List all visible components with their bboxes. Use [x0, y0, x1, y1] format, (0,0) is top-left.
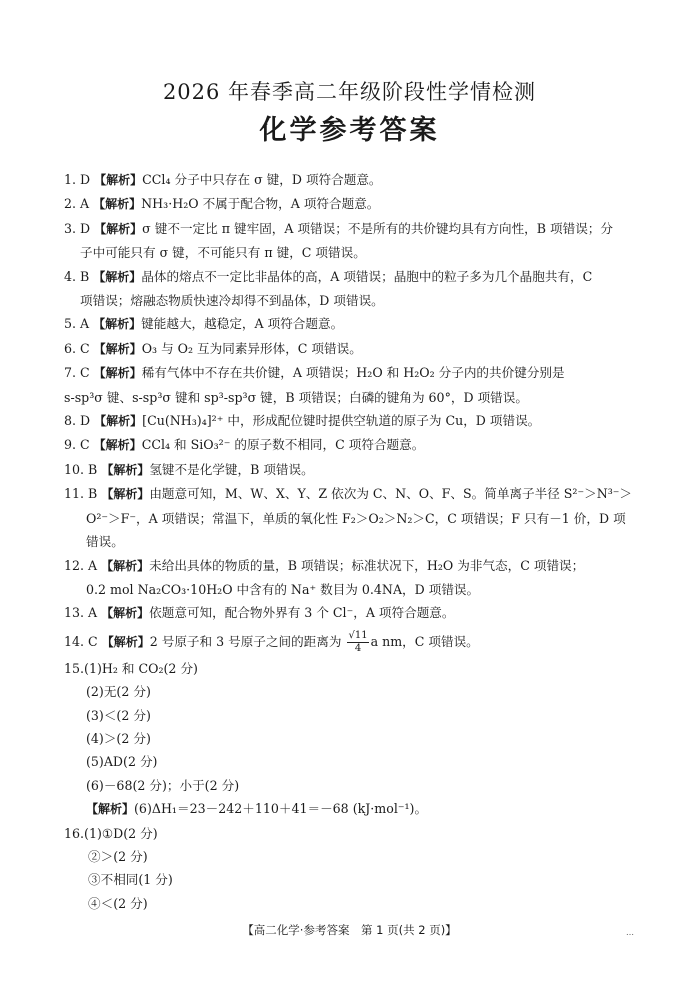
- answer-text: a nm，C 项错误。: [370, 633, 479, 649]
- analysis-tag: 【解析】: [101, 487, 150, 502]
- answer-list: [64, 168, 638, 915]
- answer-part: (5)AD(2 分): [86, 754, 158, 770]
- analysis-tag: 【解析】: [93, 341, 142, 356]
- answer-text: 2 号原子和 3 号原子之间的距离为: [149, 633, 342, 649]
- answer-number: 12. A: [64, 557, 98, 573]
- answer-text-continued: 子中可能只有 σ 键，不可能只有 π 键，C 项错误。: [80, 245, 366, 261]
- answer-text: 键能越大，越稳定，A 项符合题意。: [141, 316, 344, 332]
- answer-text-continued: 错误。: [86, 534, 124, 550]
- analysis-tag: 【解析】: [93, 438, 142, 453]
- answer-6: [64, 337, 638, 361]
- answer-16: [64, 822, 638, 916]
- answer-number: 13. A: [64, 605, 98, 621]
- answer-part: ②＞(2 分): [88, 848, 148, 864]
- answer-part: (4)＞(2 分): [86, 730, 151, 746]
- answer-number: 6. C: [64, 340, 90, 356]
- answer-2: [64, 192, 638, 216]
- answer-11: [64, 482, 638, 553]
- analysis-tag: 【解析】: [93, 366, 142, 381]
- answer-part: ④＜(2 分): [88, 895, 148, 911]
- answer-part: (3)＜(2 分): [86, 707, 151, 723]
- analysis-tag: 【解析】: [101, 606, 150, 621]
- answer-text-continued: 0.2 mol Na₂CO₃·10H₂O 中含有的 Na⁺ 数目为 0.4NA，D 项错误。: [86, 581, 480, 597]
- answer-text: NH₃·H₂O 不属于配合物，A 项符合题意。: [141, 196, 380, 212]
- answer-12: [64, 554, 638, 602]
- page-subtitle: 化学参考答案: [259, 115, 440, 146]
- answer-text: 未给出具体的物质的量，B 项错误；标准状况下，H₂O 为非气态，C 项错误；: [149, 557, 585, 573]
- answer-text-continued: O²⁻＞F⁻，A 项错误；常温下，单质的氧化性 F₂＞O₂＞N₂＞C，C 项错误；F 只有－1 价，D 项: [86, 510, 626, 526]
- answer-text: 由题意可知，M、W、X、Y、Z 依次为 C、N、O、F、S。简单离子半径 S²⁻＞N³⁻＞: [149, 486, 633, 502]
- answer-analysis: [64, 797, 638, 821]
- answer-text: 氢键不是化学键，B 项错误。: [149, 461, 314, 477]
- answer-10: [64, 458, 638, 482]
- answer-number: 11. B: [64, 486, 98, 502]
- answer-text: 稀有气体中不存在共价键，A 项错误；H₂O 和 H₂O₂ 分子内的共价键分别是: [141, 365, 565, 381]
- analysis-tag: 【解析】: [94, 221, 143, 236]
- answer-part: ③不相同(1 分): [88, 872, 173, 888]
- answer-number: 15.: [64, 660, 85, 676]
- answer-8: [64, 409, 638, 433]
- answer-part: (1)H₂ 和 CO₂(2 分): [84, 660, 198, 676]
- answer-number: 2. A: [64, 196, 90, 212]
- answer-number: 1. D: [64, 172, 91, 187]
- answer-text: σ 键不一定比 π 键牢固，A 项错误；不是所有的共价键均具有方向性，B 项错误；分: [142, 220, 613, 236]
- answer-9: [64, 433, 638, 457]
- answer-text: (6)ΔH₁＝23－242＋110＋41＝－68 (kJ·mol⁻¹)。: [134, 801, 428, 817]
- analysis-tag: 【解析】: [101, 634, 150, 649]
- fraction-numerator: √11: [348, 629, 368, 641]
- analysis-tag: 【解析】: [94, 414, 143, 429]
- answer-number: 5. A: [64, 316, 90, 332]
- answer-part: (6)－68(2 分)；小于(2 分): [86, 777, 240, 793]
- answer-number: 14. C: [64, 633, 98, 649]
- answer-text: O₃ 与 O₂ 互为同素异形体，C 项错误。: [141, 340, 362, 356]
- analysis-tag: 【解析】: [86, 802, 135, 817]
- answer-number: 8. D: [64, 413, 91, 429]
- answer-7: [64, 361, 638, 409]
- answer-text: CCl₄ 分子中只存在 σ 键，D 项符合题意。: [142, 172, 382, 187]
- answer-number: 7. C: [64, 365, 90, 381]
- answer-part: (2)无(2 分): [86, 684, 151, 700]
- answer-4: [64, 265, 638, 313]
- answer-5: [64, 312, 638, 336]
- answer-3: [64, 217, 638, 265]
- analysis-tag: 【解析】: [101, 462, 150, 477]
- analysis-tag: 【解析】: [93, 269, 142, 284]
- answer-part: (1)①D(2 分): [84, 825, 158, 841]
- answer-number: 9. C: [64, 437, 90, 453]
- page-footer: 【高二化学·参考答案 第 1 页(共 2 页)】: [242, 923, 457, 937]
- answer-number: 3. D: [64, 220, 91, 236]
- fraction: [347, 630, 368, 655]
- answer-number: 16.: [64, 825, 85, 841]
- answer-text: 晶体的熔点不一定比非晶体的高，A 项错误；晶胞中的粒子多为几个晶胞共有，C: [141, 268, 593, 284]
- fraction-denominator: 4: [354, 642, 362, 654]
- answer-1: [64, 168, 638, 192]
- corner-mark: …: [626, 928, 634, 937]
- analysis-tag: 【解析】: [94, 173, 143, 187]
- analysis-tag: 【解析】: [101, 558, 150, 573]
- answer-text-continued: 项错误；熔融态物质快速冷却得不到晶体，D 项错误。: [80, 293, 384, 309]
- answer-number: 10. B: [64, 461, 98, 477]
- answer-text: [Cu(NH₃)₄]²⁺ 中，形成配位键时提供空轨道的原子为 Cu，D 项错误。: [142, 413, 541, 429]
- answer-text: CCl₄ 和 SiO₃²⁻ 的原子数不相同，C 项符合题意。: [141, 437, 425, 453]
- answer-number: 4. B: [64, 268, 90, 284]
- answer-13: [64, 601, 638, 625]
- answer-14: [64, 630, 638, 655]
- answer-15: [64, 657, 638, 822]
- answer-text: 依题意可知，配合物外界有 3 个 Cl⁻，A 项符合题意。: [149, 605, 455, 621]
- answer-text-continued: s-sp³σ 键、s-sp³σ 键和 sp³-sp³σ 键，B 项错误；白磷的键角为 60°，D 项错误。: [64, 389, 528, 405]
- analysis-tag: 【解析】: [93, 317, 142, 332]
- analysis-tag: 【解析】: [93, 197, 142, 212]
- page-title: 2026 年春季高二年级阶段性学情检测: [162, 80, 537, 104]
